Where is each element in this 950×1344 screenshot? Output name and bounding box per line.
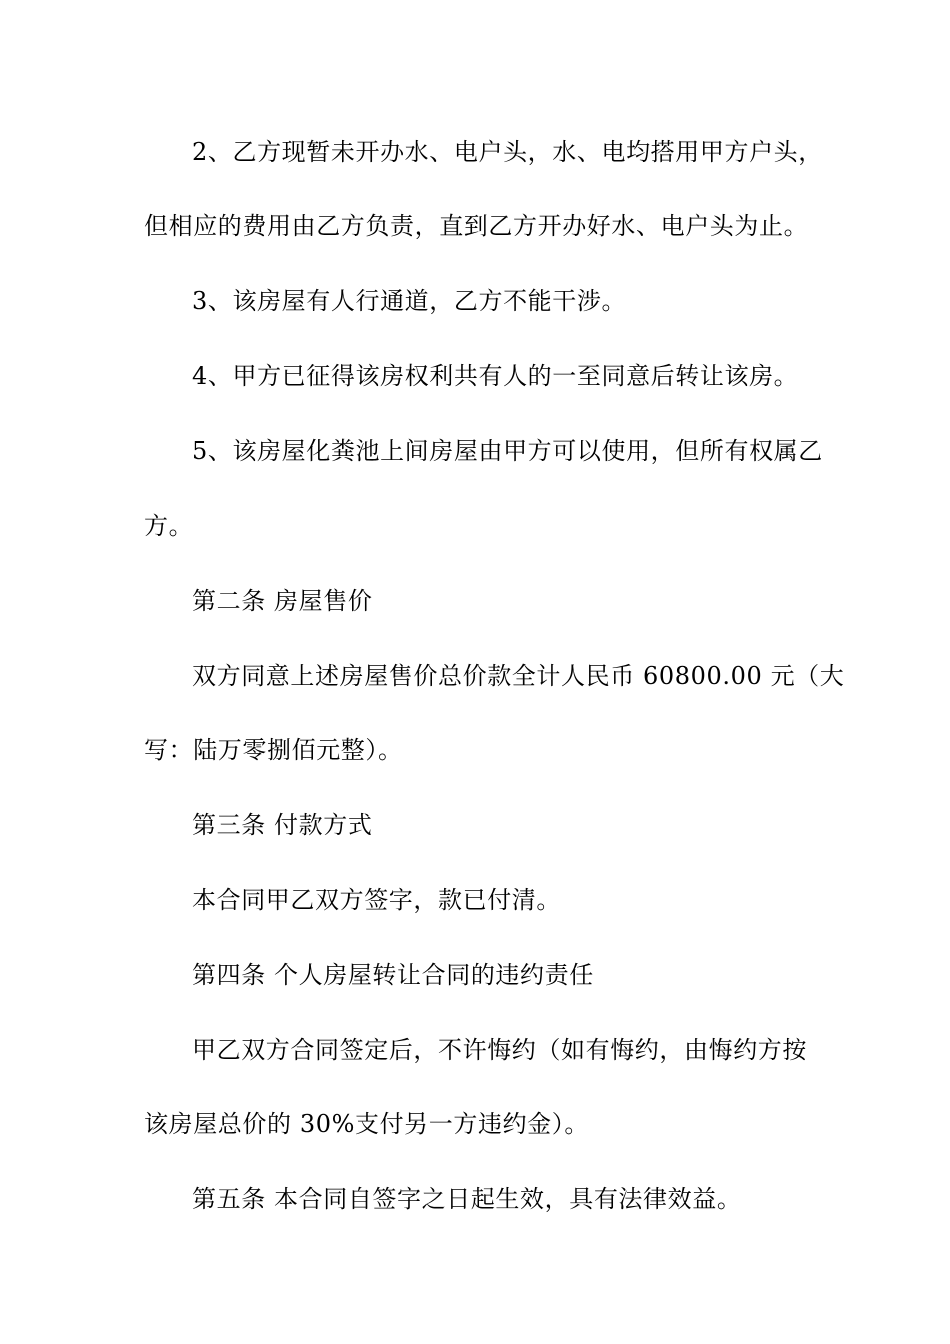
article-4-line-2: 该房屋总价的 30%支付另一方违约金）。: [144, 1110, 589, 1138]
article-3-heading: 第三条 付款方式: [192, 811, 373, 839]
clause-2-line-1: 2、乙方现暂未开办水、电户头，水、电均搭用甲方户头，: [192, 138, 823, 166]
article-2-heading: 第二条 房屋售价: [192, 587, 373, 615]
clause-5-line-1: 5、该房屋化粪池上间房屋由甲方可以使用，但所有权属乙: [192, 437, 823, 465]
clause-5-line-2: 方。: [144, 512, 194, 540]
article-4-heading: 第四条 个人房屋转让合同的违约责任: [192, 961, 594, 989]
clause-4: 4、甲方已征得该房权利共有人的一至同意后转让该房。: [192, 362, 799, 390]
article-2-line-1: 双方同意上述房屋售价总价款全计人民币 60800.00 元（大: [192, 662, 845, 690]
article-3-body: 本合同甲乙双方签字，款已付清。: [192, 886, 561, 914]
clause-3: 3、该房屋有人行通道，乙方不能干涉。: [192, 287, 627, 315]
article-4-line-1: 甲乙双方合同签定后，不许悔约（如有悔约，由悔约方按: [192, 1036, 807, 1064]
article-2-line-2: 写：陆万零捌佰元整）。: [144, 736, 403, 764]
article-5: 第五条 本合同自签字之日起生效，具有法律效益。: [192, 1185, 742, 1213]
clause-2-line-2: 但相应的费用由乙方负责，直到乙方开办好水、电户头为止。: [144, 212, 809, 240]
